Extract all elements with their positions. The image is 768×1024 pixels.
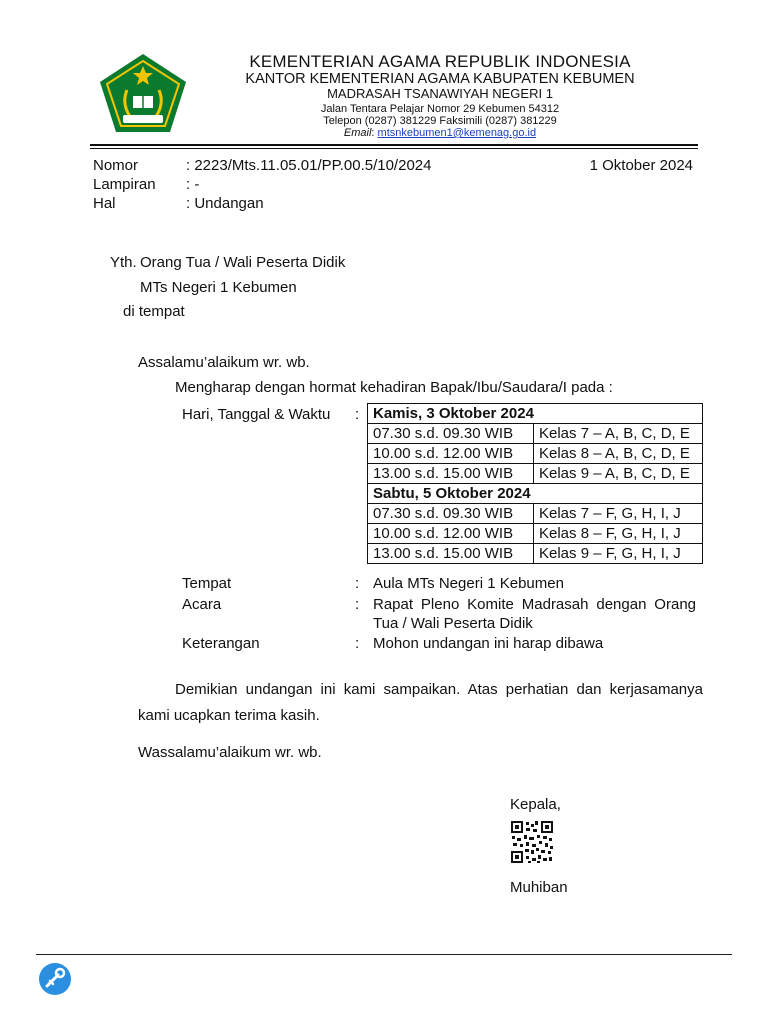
greeting: Assalamu’alaikum wr. wb.: [138, 354, 310, 371]
keterangan-colon: :: [355, 635, 360, 652]
tempat-label: Tempat: [182, 575, 232, 592]
email-label: Email: [343, 127, 372, 139]
nomor-label: Nomor: [93, 157, 139, 174]
schedule-time: 10.00 s.d. 12.00 WIB: [368, 524, 534, 544]
tempat-value: Aula MTs Negeri 1 Kebumen: [373, 575, 564, 592]
table-row: [368, 484, 703, 504]
signature-title: Kepala,: [510, 796, 561, 813]
table-row: [368, 464, 703, 484]
schedule-colon: :: [355, 406, 360, 423]
school-email-line: Email: mtsnkebumen1@kemenag.go.id: [343, 127, 537, 139]
letterhead-rule-thin: [90, 148, 698, 149]
kemenag-emblem-icon: [97, 52, 189, 134]
footer-divider: [36, 954, 732, 955]
nomor-value: : 2223/Mts.11.05.01/PP.00.5/10/2024: [186, 157, 432, 174]
email-link[interactable]: mtsnkebumen1@kemenag.go.id: [377, 127, 537, 139]
table-row: [368, 444, 703, 464]
letterhead-rule-thick: [90, 144, 698, 146]
schedule-day: Kamis, 3 Oktober 2024: [368, 404, 703, 424]
schedule-classes: Kelas 8 – F, G, H, I, J: [534, 524, 703, 544]
recipient-yth: Yth.: [110, 254, 137, 271]
schedule-classes: Kelas 7 – A, B, C, D, E: [534, 424, 703, 444]
table-row: [368, 504, 703, 524]
table-row: [368, 424, 703, 444]
schedule-time: 07.30 s.d. 09.30 WIB: [368, 504, 534, 524]
school-name: MADRASAH TSANAWIYAH NEGERI 1: [327, 86, 553, 101]
acara-value-line-1: Rapat Pleno Komite Madrasah dengan Orang: [373, 596, 696, 613]
recipient-line-2: MTs Negeri 1 Kebumen: [140, 279, 297, 296]
hal-label: Hal: [93, 195, 116, 212]
scribd-badge-icon[interactable]: [38, 962, 72, 996]
hal-value: : Undangan: [186, 195, 264, 212]
keterangan-value: Mohon undangan ini harap dibawa: [373, 635, 604, 652]
signatory-name: Muhiban: [510, 879, 568, 896]
qr-code-icon: [510, 820, 554, 864]
closing-line-1: Demikian undangan ini kami sampaikan. Atas perhatian dan kerjasamanya: [175, 681, 703, 698]
table-row: [368, 524, 703, 544]
farewell: Wassalamu’alaikum wr. wb.: [138, 744, 322, 761]
schedule-time: 13.00 s.d. 15.00 WIB: [368, 464, 534, 484]
schedule-time: 07.30 s.d. 09.30 WIB: [368, 424, 534, 444]
schedule-classes: Kelas 9 – A, B, C, D, E: [534, 464, 703, 484]
ministry-name: KEMENTERIAN AGAMA REPUBLIK INDONESIA: [249, 52, 631, 71]
recipient-line-3: di tempat: [123, 303, 185, 320]
acara-colon: :: [355, 596, 360, 613]
schedule-classes: Kelas 8 – A, B, C, D, E: [534, 444, 703, 464]
acara-label: Acara: [182, 596, 222, 613]
recipient-line-1: Orang Tua / Wali Peserta Didik: [140, 254, 346, 271]
lampiran-value: : -: [186, 176, 200, 193]
intro-text: Mengharap dengan hormat kehadiran Bapak/Ibu/Saudara/I pada :: [175, 379, 613, 396]
schedule-time: 10.00 s.d. 12.00 WIB: [368, 444, 534, 464]
keterangan-label: Keterangan: [182, 635, 260, 652]
schedule-classes: Kelas 7 – F, G, H, I, J: [534, 504, 703, 524]
lampiran-label: Lampiran: [93, 176, 156, 193]
schedule-label: Hari, Tanggal & Waktu: [182, 406, 331, 423]
letter-date: 1 Oktober 2024: [589, 157, 693, 174]
schedule-table: [367, 403, 703, 564]
table-row: [368, 544, 703, 564]
school-phone: Telepon (0287) 381229 Faksimili (0287) 381229: [323, 115, 557, 127]
acara-value-line-2: Tua / Wali Peserta Didik: [373, 615, 533, 632]
office-name: KANTOR KEMENTERIAN AGAMA KABUPATEN KEBUMEN: [245, 71, 635, 87]
schedule-classes: Kelas 9 – F, G, H, I, J: [534, 544, 703, 564]
closing-line-2: kami ucapkan terima kasih.: [138, 707, 320, 724]
tempat-colon: :: [355, 575, 360, 592]
school-address: Jalan Tentara Pelajar Nomor 29 Kebumen 54312: [320, 103, 560, 115]
schedule-day: Sabtu, 5 Oktober 2024: [368, 484, 703, 504]
schedule-time: 13.00 s.d. 15.00 WIB: [368, 544, 534, 564]
table-row: [368, 404, 703, 424]
